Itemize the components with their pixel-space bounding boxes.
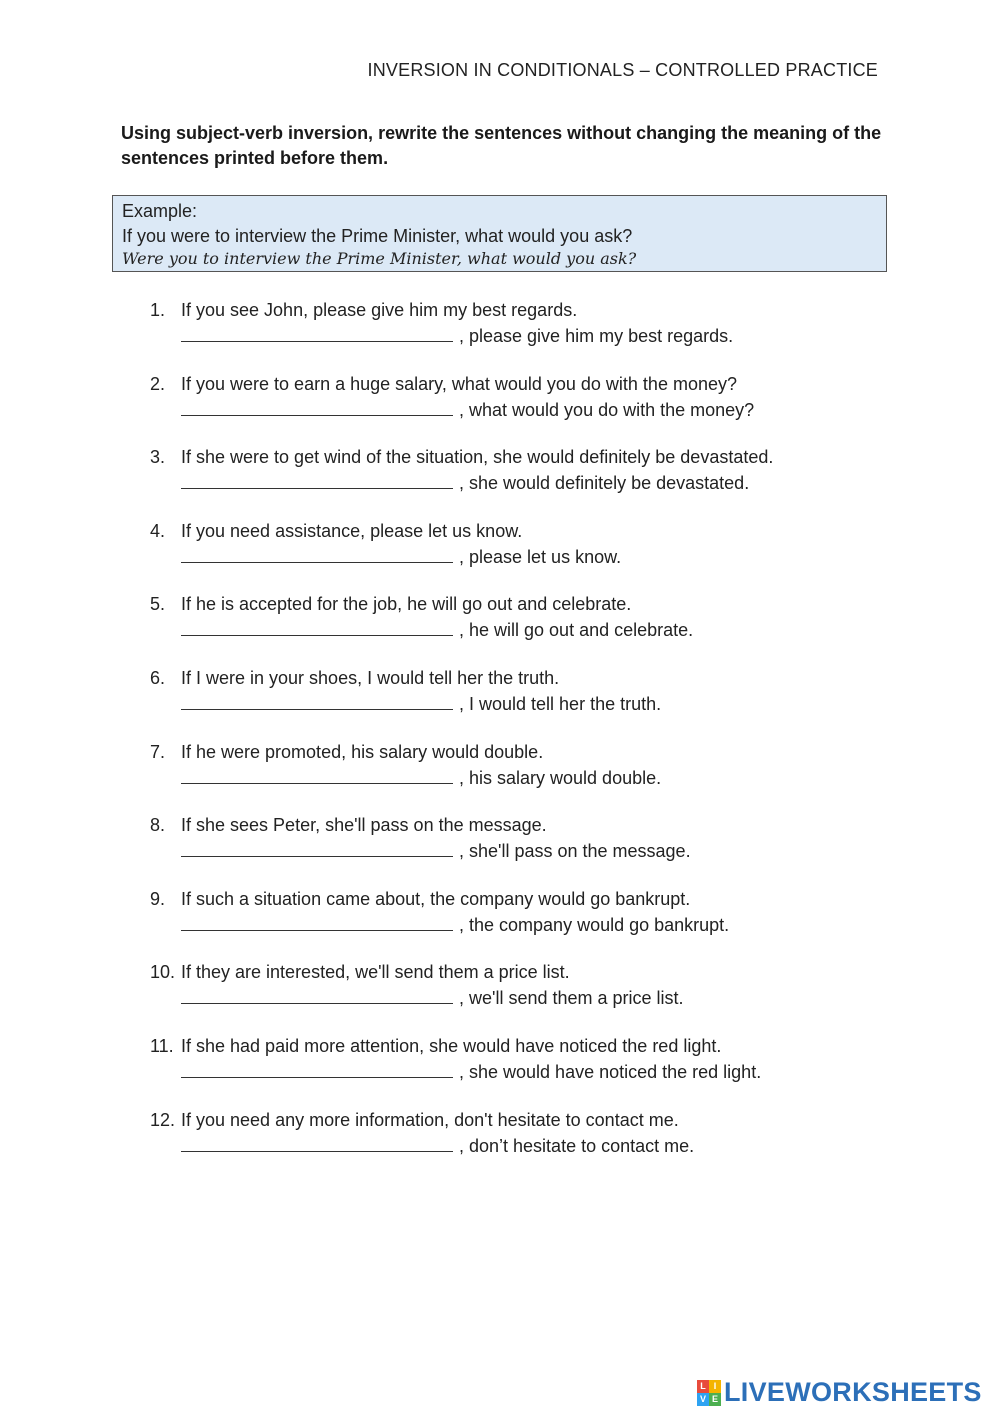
exercise-item (150, 445, 890, 519)
answer-line (181, 544, 621, 569)
instructions: Using subject-verb inversion, rewrite the sentences without changing the meaning of the sentences printed before them. (121, 123, 882, 168)
item-sentence: If you see John, please give him my best regards. (181, 300, 578, 320)
example-box (112, 195, 887, 272)
example-answer: Were you to interview the Prime Minister, what would you ask? (122, 249, 637, 268)
answer-blank[interactable] (181, 912, 453, 931)
item-number: 6. (150, 667, 166, 688)
exercise-item (150, 519, 890, 593)
answer-blank[interactable] (181, 691, 453, 710)
answer-blank[interactable] (181, 1059, 453, 1078)
answer-line (181, 1059, 761, 1084)
logo-letter: V (697, 1393, 709, 1406)
answer-line (181, 765, 661, 790)
exercise-item (150, 298, 890, 372)
worksheet-title: INVERSION IN CONDITIONALS – CONTROLLED PRACTICE (367, 60, 878, 80)
exercise-item (150, 666, 890, 740)
exercise-list (150, 298, 890, 1181)
item-sentence: If she were to get wind of the situation, she would definitely be devastated. (181, 447, 774, 468)
answer-continuation: , what would you do with the money? (459, 399, 755, 420)
answer-line (181, 323, 733, 348)
exercise-item (150, 372, 890, 446)
item-number: 7. (150, 741, 166, 762)
item-sentence: If he were promoted, his salary would double. (181, 741, 544, 762)
brand-name: LIVEWORKSHEETS (724, 1377, 982, 1407)
exercise-item (150, 960, 890, 1034)
answer-blank[interactable] (181, 985, 453, 1004)
liveworksheets-brand (697, 1377, 982, 1408)
answer-line (181, 691, 661, 716)
logo-letter: I (709, 1380, 721, 1393)
answer-continuation: , she would have noticed the red light. (459, 1061, 762, 1082)
item-sentence: If she had paid more attention, she would have noticed the red light. (181, 1035, 722, 1056)
answer-line (181, 1133, 694, 1158)
answer-blank[interactable] (181, 838, 453, 857)
example-label: Example: (122, 201, 198, 221)
item-sentence: If she sees Peter, she'll pass on the message. (181, 815, 547, 836)
answer-continuation: , the company would go bankrupt. (459, 914, 730, 935)
item-sentence: If such a situation came about, the company would go bankrupt. (181, 888, 691, 909)
exercise-item (150, 887, 890, 961)
answer-line (181, 470, 749, 495)
item-number: 9. (150, 888, 166, 909)
answer-line (181, 617, 693, 642)
item-sentence: If you need assistance, please let us know. (181, 520, 523, 541)
answer-line (181, 912, 729, 937)
item-number: 8. (150, 815, 166, 836)
answer-continuation: , he will go out and celebrate. (459, 620, 694, 641)
item-sentence: If they are interested, we'll send them a price list. (181, 962, 570, 983)
item-sentence: If you need any more information, don't hesitate to contact me. (181, 1109, 679, 1130)
logo-letter: L (697, 1380, 709, 1393)
answer-continuation: , his salary would double. (459, 767, 662, 788)
answer-continuation: , don’t hesitate to contact me. (459, 1135, 695, 1156)
answer-blank[interactable] (181, 323, 453, 342)
item-number: 3. (150, 447, 166, 468)
exercise-item (150, 740, 890, 814)
item-sentence: If I were in your shoes, I would tell her the truth. (181, 667, 560, 688)
answer-continuation: , she'll pass on the message. (459, 841, 691, 862)
answer-continuation: , we'll send them a price list. (459, 988, 684, 1009)
item-number: 2. (150, 373, 166, 394)
exercise-item (150, 592, 890, 666)
answer-line (181, 985, 684, 1010)
answer-continuation: , she would definitely be devastated. (459, 473, 750, 494)
exercise-item (150, 813, 890, 887)
item-number: 12. (150, 1109, 176, 1130)
item-number: 10. (150, 962, 176, 983)
answer-continuation: , please let us know. (459, 546, 622, 567)
item-number: 11. (150, 1035, 174, 1056)
item-number: 4. (150, 520, 166, 541)
answer-blank[interactable] (181, 470, 453, 489)
answer-blank[interactable] (181, 1133, 453, 1152)
item-number: 5. (150, 594, 166, 615)
item-sentence: If he is accepted for the job, he will go out and celebrate. (181, 594, 632, 615)
answer-continuation: , I would tell her the truth. (459, 693, 662, 714)
answer-line (181, 397, 754, 422)
exercise-item (150, 1034, 890, 1108)
logo-letter: E (709, 1393, 721, 1406)
answer-line (181, 838, 691, 863)
liveworksheets-logo-icon (697, 1380, 721, 1406)
item-sentence: If you were to earn a huge salary, what would you do with the money? (181, 373, 737, 394)
answer-continuation: , please give him my best regards. (459, 326, 734, 346)
item-number: 1. (150, 300, 166, 320)
example-sentence: If you were to interview the Prime Minister, what would you ask? (122, 226, 633, 246)
exercise-item (150, 1108, 890, 1182)
answer-blank[interactable] (181, 544, 453, 563)
answer-blank[interactable] (181, 617, 453, 636)
answer-blank[interactable] (181, 397, 453, 416)
answer-blank[interactable] (181, 765, 453, 784)
